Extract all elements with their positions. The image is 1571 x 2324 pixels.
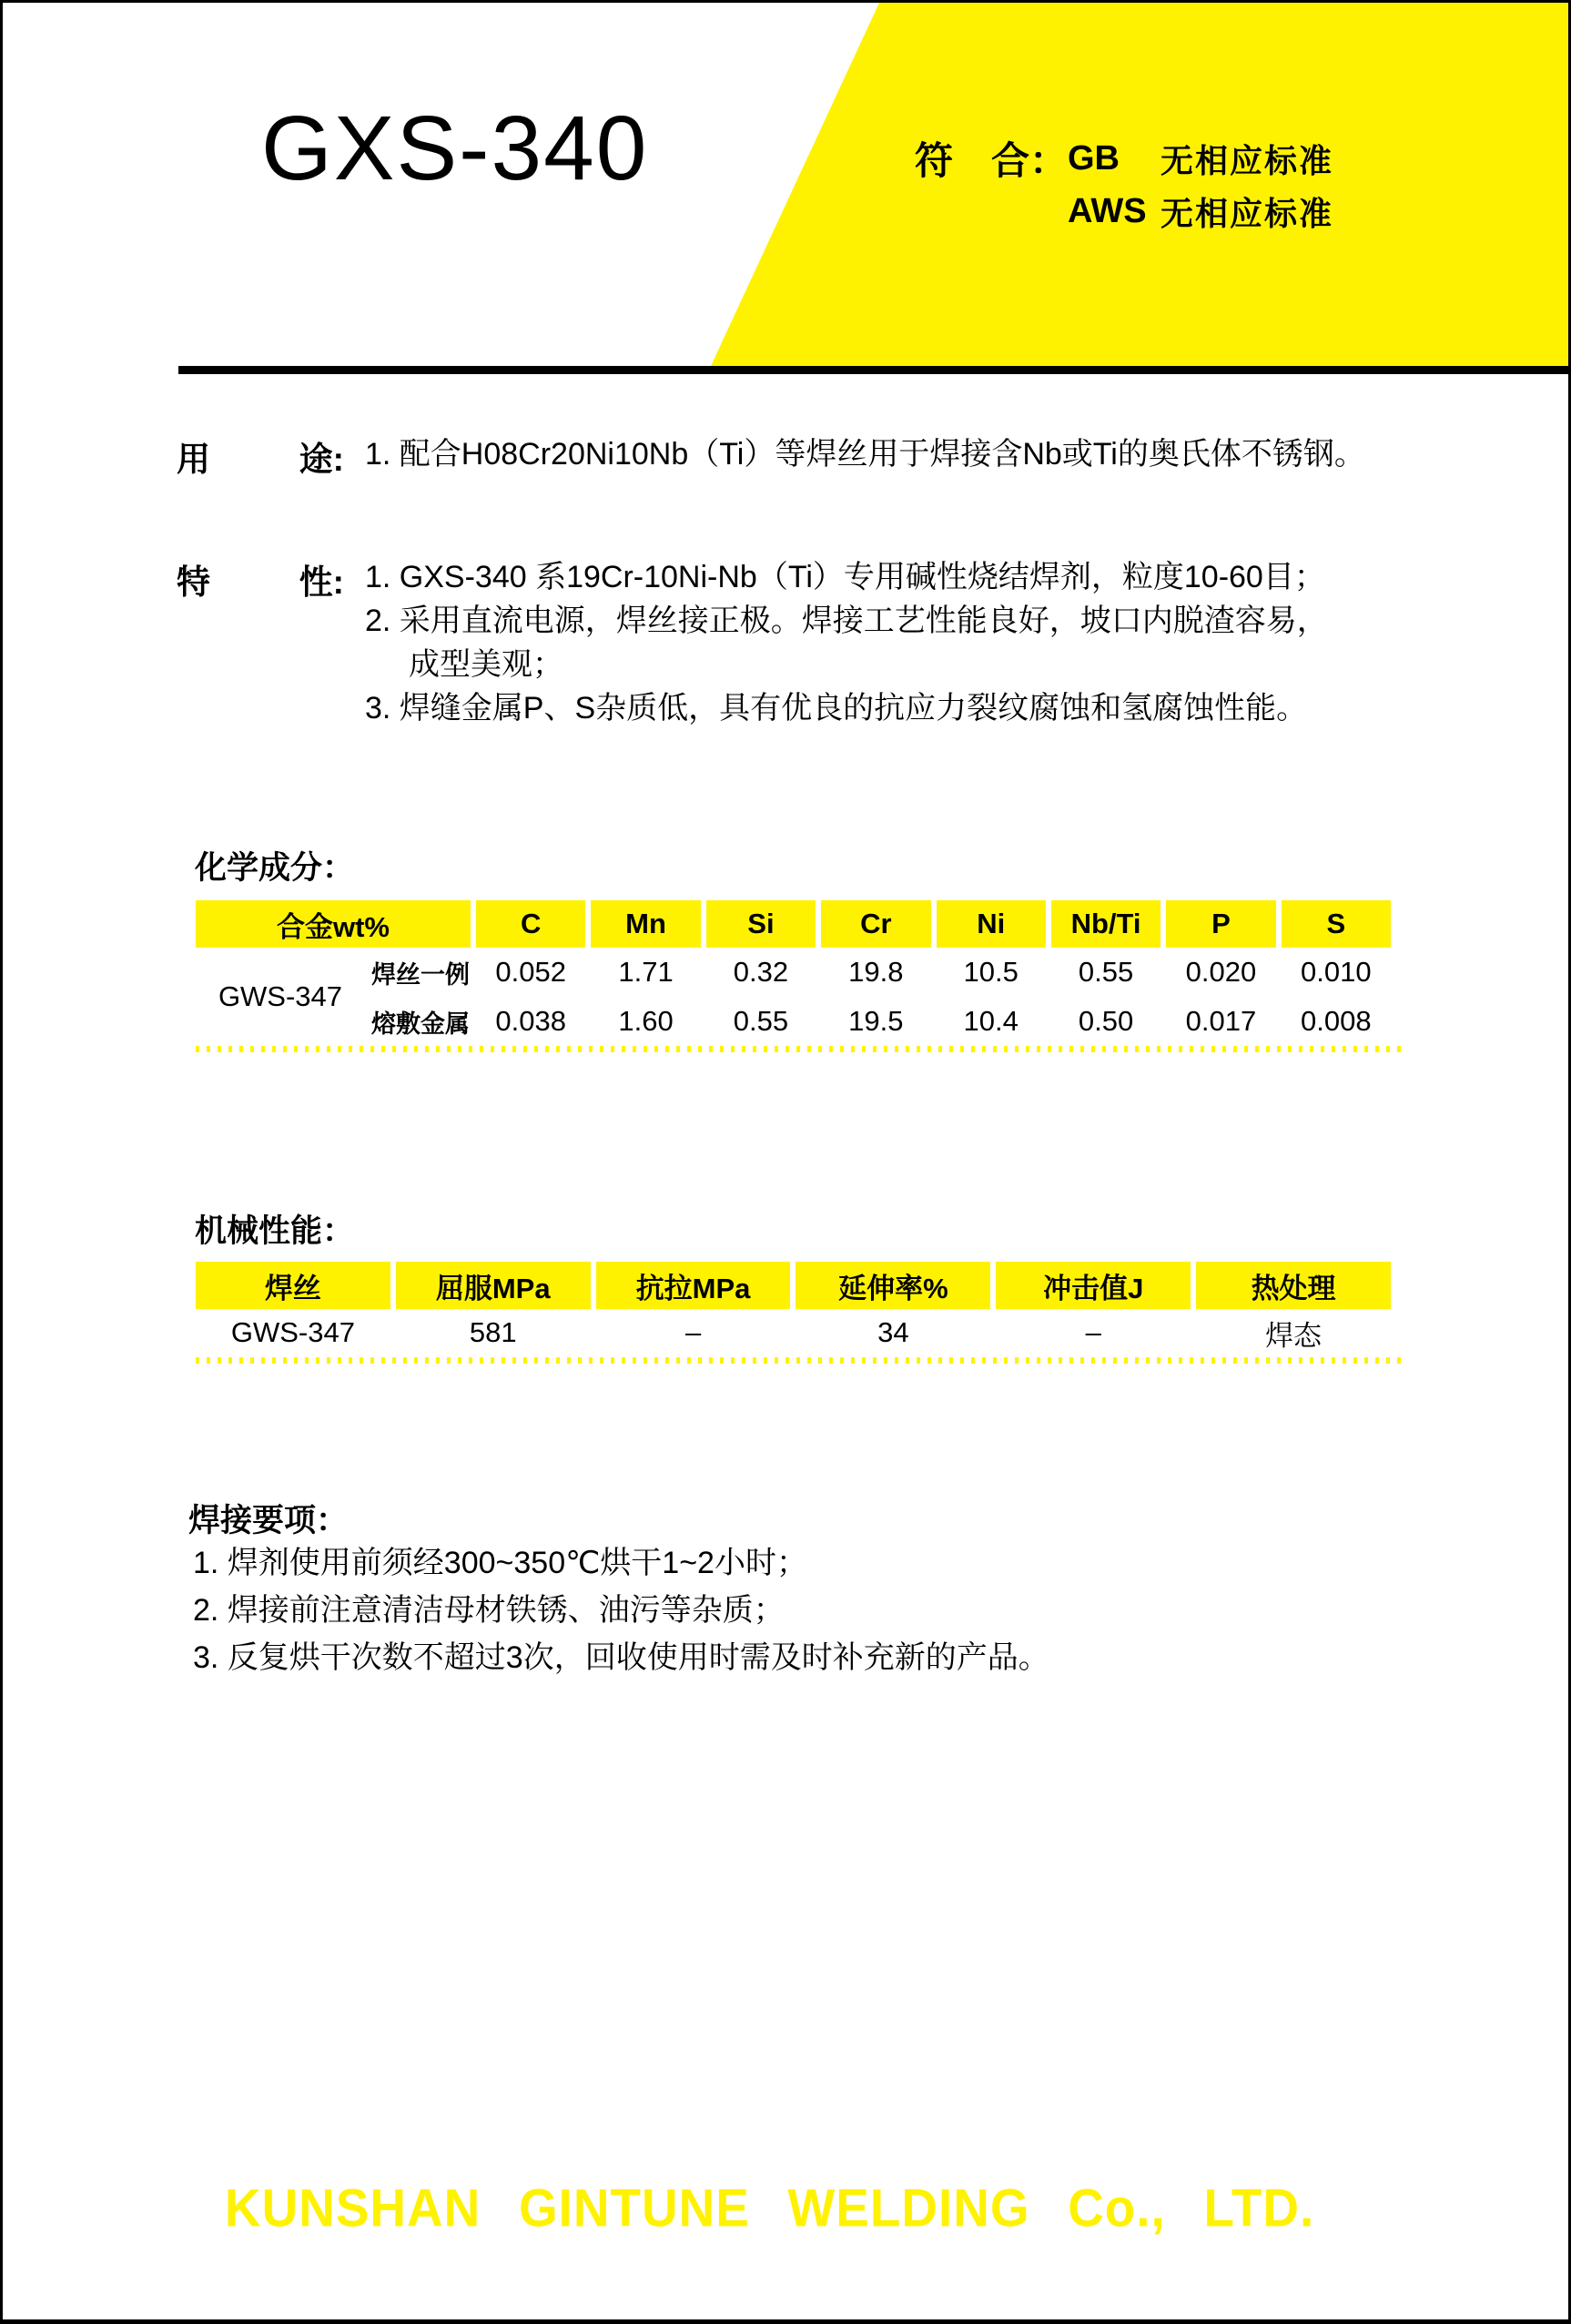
features-label-right: 性: xyxy=(299,563,344,601)
chemistry-dotted-rule xyxy=(196,1046,1408,1052)
mech-header: 屈服MPa xyxy=(396,1262,591,1309)
chem-header-element: Si xyxy=(706,900,816,948)
compliance-row xyxy=(915,185,1333,238)
chem-cell: 19.5 xyxy=(848,1005,904,1037)
welding-note: 3. 反复烘干次数不超过3次，回收使用时需及时补充新的产品。 xyxy=(193,1640,1049,1675)
chem-cell: 0.50 xyxy=(1078,1005,1134,1037)
mech-cell: 焊态 xyxy=(1265,1319,1323,1352)
feature-line: 2. 采用直流电源，焊丝接正极。焊接工艺性能良好，坡口内脱渣容易， xyxy=(365,604,1328,638)
chem-cell: 1.60 xyxy=(618,1005,674,1037)
page-title: GXS-340 xyxy=(261,97,649,199)
mech-cell: 581 xyxy=(469,1316,517,1348)
usage-label-left: 用 xyxy=(177,441,210,478)
compliance-block xyxy=(915,132,1333,238)
features-lines xyxy=(365,555,1328,730)
features-label-left: 特 xyxy=(177,563,210,601)
chem-group-label: GWS-347 xyxy=(218,980,343,1012)
chem-header-element: Cr xyxy=(821,900,930,948)
chem-header-element: P xyxy=(1166,900,1275,948)
chem-row-label: 熔敷金属 xyxy=(371,1010,470,1038)
chem-header-alloy: 合金wt% xyxy=(196,900,471,948)
mech-header: 抗拉MPa xyxy=(596,1262,791,1309)
welding-note: 1. 焊剂使用前须经300~350℃烘干1~2小时； xyxy=(193,1546,807,1580)
feature-line: 3. 焊缝金属P、S杂质低，具有优良的抗应力裂纹腐蚀和氢腐蚀性能。 xyxy=(365,691,1308,726)
chem-row-label: 焊丝一例 xyxy=(371,960,470,989)
chem-header-element: Mn xyxy=(591,900,700,948)
chem-header-element: Ni xyxy=(937,900,1046,948)
compliance-standard: AWS xyxy=(1068,191,1147,230)
mech-header: 焊丝 xyxy=(196,1262,390,1309)
compliance-standard: GB xyxy=(1068,138,1120,178)
mechanical-dotted-rule xyxy=(196,1357,1408,1364)
usage-text: 1. 配合H08Cr20Ni10Nb（Ti）等焊丝用于焊接含Nb或Ti的奥氏体不锈钢。 xyxy=(365,437,1365,472)
features-section-label xyxy=(177,561,344,604)
mech-cell: 34 xyxy=(877,1316,909,1348)
chem-cell: 10.4 xyxy=(963,1005,1019,1037)
chem-header-element: C xyxy=(476,900,585,948)
chem-cell: 0.052 xyxy=(495,956,566,988)
chem-cell: 19.8 xyxy=(848,956,904,988)
chem-cell: 0.038 xyxy=(495,1005,566,1037)
chemistry-table xyxy=(196,900,1391,1046)
chem-cell: 0.55 xyxy=(733,1005,789,1037)
chem-cell: 1.71 xyxy=(618,956,674,988)
feature-line: 成型美观； xyxy=(409,647,563,682)
chem-cell: 0.017 xyxy=(1185,1005,1257,1037)
compliance-value: 无相应标准 xyxy=(1161,141,1334,179)
mech-header: 热处理 xyxy=(1196,1262,1391,1309)
mech-cell: GWS-347 xyxy=(230,1316,355,1348)
compliance-label: 符 合： xyxy=(915,139,1069,182)
chem-cell: 0.32 xyxy=(733,956,789,988)
chem-cell: 0.55 xyxy=(1078,956,1134,988)
welding-notes-items xyxy=(193,1539,1049,1681)
chem-cell: 0.008 xyxy=(1301,1005,1372,1037)
welding-notes-label: 焊接要项： xyxy=(188,1503,349,1538)
chemistry-section-label: 化学成分： xyxy=(195,850,355,886)
welding-note: 2. 焊接前注意清洁母材铁锈、油污等杂质； xyxy=(193,1593,785,1628)
chem-header-element: Nb/Ti xyxy=(1051,900,1161,948)
chem-header-element: S xyxy=(1282,900,1391,948)
mechanical-section-label: 机械性能： xyxy=(195,1213,355,1249)
usage-section-label xyxy=(177,438,344,482)
company-logo-text: KUNSHAN GINTUNE WELDING Co., LTD. xyxy=(225,2177,1315,2238)
mech-cell: – xyxy=(684,1316,702,1348)
chem-cell: 10.5 xyxy=(963,956,1019,988)
compliance-row xyxy=(915,132,1333,185)
compliance-value: 无相应标准 xyxy=(1161,194,1334,232)
feature-line: 1. GXS-340 系19Cr-10Ni-Nb（Ti）专用碱性烧结焊剂，粒度10-60目； xyxy=(365,560,1325,594)
chem-cell: 0.010 xyxy=(1301,956,1372,988)
mechanical-table xyxy=(196,1262,1391,1356)
header-divider-rule xyxy=(178,366,1571,374)
mech-header: 延伸率% xyxy=(796,1262,990,1309)
mech-header: 冲击值J xyxy=(996,1262,1191,1309)
usage-label-right: 途: xyxy=(299,441,344,478)
chem-cell: 0.020 xyxy=(1185,956,1257,988)
mech-cell: – xyxy=(1085,1316,1101,1348)
